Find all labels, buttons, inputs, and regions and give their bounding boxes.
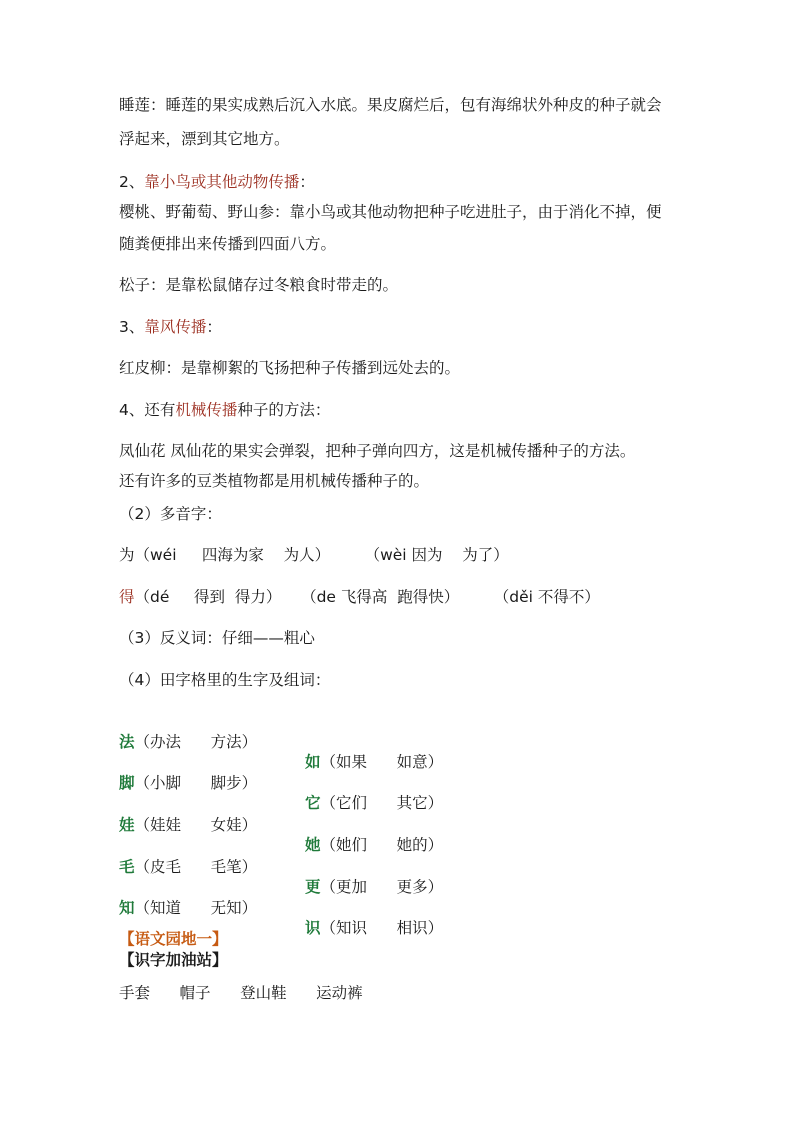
word-examples: （知识 相识） — [320, 919, 444, 937]
word-char: 娃 — [119, 816, 135, 834]
text-line-beans: 还有许多的豆类植物都是用机械传播种子的。 — [119, 472, 430, 490]
heading-animal-dispersal — [119, 172, 315, 192]
subheading-new-characters: （4）田字格里的生字及组词： — [119, 671, 331, 689]
word-examples: （它们 其它） — [320, 794, 444, 812]
word-examples: （皮毛 毛笔） — [134, 858, 258, 876]
text-line-willow: 红皮柳：是靠柳絮的飞扬把种子传播到远处去的。 — [119, 359, 461, 377]
text-line-cherry-2: 随粪便排出来传播到四面八方。 — [119, 235, 337, 253]
polyphone-readings: （dé 得到 得力） （de 飞得高 跑得快） （děi 不得不） — [134, 588, 600, 606]
text-line-shuilian-2: 浮起来，漂到其它地方。 — [119, 130, 290, 148]
word-char: 脚 — [119, 774, 135, 792]
vocabulary-items: 手套 帽子 登山鞋 运动裤 — [119, 984, 363, 1002]
word-char: 更 — [305, 878, 321, 896]
heading-colon: ： — [206, 318, 222, 336]
word-char: 她 — [305, 836, 321, 854]
heading-highlight: 靠小鸟或其他动物传播 — [144, 173, 300, 191]
heading-colon: ： — [299, 173, 315, 191]
heading-mechanical-dispersal — [119, 400, 330, 420]
word-examples: （知道 无知） — [134, 899, 258, 917]
word-examples: （小脚 脚步） — [134, 774, 258, 792]
section-subtitle-literacy: 【识字加油站】 — [119, 950, 228, 969]
heading-number: 2、 — [119, 173, 145, 191]
word-examples: （如果 如意） — [320, 753, 444, 771]
word-char: 毛 — [119, 858, 135, 876]
heading-suffix: 种子的方法： — [237, 401, 331, 419]
word-char: 它 — [305, 794, 321, 812]
subheading-antonyms: （3）反义词：仔细——粗心 — [119, 629, 315, 647]
heading-wind-dispersal — [119, 317, 222, 337]
section-title-garden: 【语文园地一】 — [119, 929, 228, 948]
word-examples: （更加 更多） — [320, 878, 444, 896]
polyphone-de — [119, 587, 600, 607]
word-char: 识 — [305, 919, 321, 937]
heading-number: 3、 — [119, 318, 145, 336]
word-examples: （她们 她的） — [320, 836, 444, 854]
heading-highlight: 机械传播 — [175, 401, 238, 419]
text-line-pine: 松子：是靠松鼠储存过冬粮食时带走的。 — [119, 276, 399, 294]
heading-highlight: 靠风传播 — [144, 318, 207, 336]
heading-prefix: 4、还有 — [119, 401, 176, 419]
word-char: 如 — [305, 753, 321, 771]
word-examples: （娃娃 女娃） — [134, 816, 258, 834]
polyphone-wei: 为（wéi 四海为家 为人） （wèi 因为 为了） — [119, 546, 509, 564]
word-char: 法 — [119, 733, 135, 751]
text-line-cherry-1: 樱桃、野葡萄、野山参：靠小鸟或其他动物把种子吃进肚子，由于消化不掉，便 — [119, 203, 662, 221]
word-char: 知 — [119, 899, 135, 917]
word-examples: （办法 方法） — [134, 733, 258, 751]
subheading-polyphones: （2）多音字： — [119, 505, 222, 523]
polyphone-char: 得 — [119, 588, 135, 606]
text-line-balsam: 凤仙花 凤仙花的果实会弹裂，把种子弹向四方，这是机械传播种子的方法。 — [119, 442, 636, 460]
text-line-shuilian-1: 睡莲：睡莲的果实成熟后沉入水底。果皮腐烂后，包有海绵状外种皮的种子就会 — [119, 96, 662, 114]
